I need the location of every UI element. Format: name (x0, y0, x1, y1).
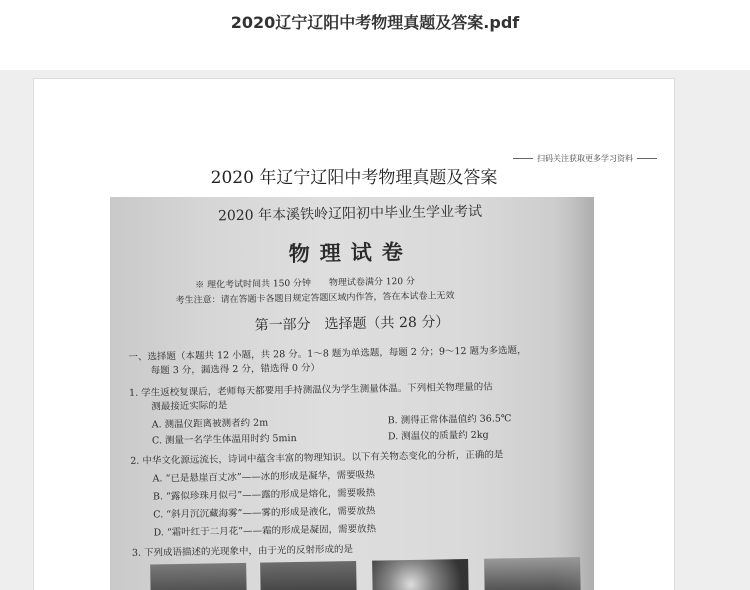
candidate-note: 考生注意：请在答题卡各题目规定答题区域内作答，答在本试卷上无效 (175, 291, 455, 307)
photo-option-d (484, 557, 581, 590)
watermark-rule-right (637, 158, 657, 159)
q1-option-b: B. 测得正常体温值约 36.5℃ (387, 413, 512, 427)
q1-option-d: D. 测温仪的质量约 2kg (387, 429, 489, 443)
question-1-cont: 测最接近实际的是 (151, 400, 228, 413)
question-3: 3. 下列成语描述的光现象中，由于光的反射形成的是 (131, 544, 354, 559)
scanned-exam-content (110, 197, 594, 590)
title-bar (0, 0, 750, 70)
pdf-page (33, 78, 675, 590)
section-intro-cont: 每题 3 分，漏选得 2 分，错选得 0 分） (150, 362, 321, 377)
watermark-rule-left (513, 158, 533, 159)
exam-title: 物理试卷 (288, 238, 413, 267)
q2-option-b: B. “露似珍珠月似弓”——露的形成是熔化，需要吸热 (152, 487, 376, 503)
exam-time-note: ※ 理化考试时间共 150 分钟 物理试卷满分 120 分 (195, 276, 415, 291)
q1-option-c: C. 测量一名学生体温用时约 5min (151, 432, 297, 447)
exam-heading: 2020 年本溪铁岭辽阳初中毕业生学业考试 (217, 203, 483, 225)
q2-option-a: A. “已是悬崖百丈冰”——冰的形成是凝华，需要吸热 (152, 469, 375, 485)
question-3-images (150, 557, 591, 590)
question-2: 2. 中华文化源远流长，诗词中蕴含丰富的物理知识。以下有关物态变化的分析，正确的是 (130, 449, 504, 467)
question-1: 1. 学生返校复课后，老师每天都要用手持测温仪为学生测量体温。下列相关物理量的估 (129, 381, 493, 399)
section-intro: 一、选择题（本题共 12 小题，共 28 分。1～8 题为单选题，每题 2 分；9～12 题为多选题， (128, 344, 527, 363)
photo-option-b (260, 561, 357, 590)
q1-option-a: A. 测温仪距离被测者约 2m (151, 417, 269, 431)
pdf-viewer[interactable] (0, 70, 750, 590)
q2-option-c: C. “斜月沉沉藏海雾”——雾的形成是液化，需要放热 (153, 505, 376, 521)
document-title: 2020辽宁辽阳中考物理真题及答案.pdf (230, 13, 520, 32)
photo-option-a (150, 563, 247, 590)
part-title: 第一部分 选择题（共 28 分） (254, 314, 450, 334)
page-heading: 2020 年辽宁辽阳中考物理真题及答案 (210, 168, 498, 188)
photo-option-c (372, 559, 469, 590)
scanned-exam-image (110, 197, 594, 590)
q2-option-d: D. “霜叶红于二月花”——霜的形成是凝固，需要放热 (153, 523, 377, 539)
watermark-text: 扫码关注获取更多学习资料 (537, 154, 633, 163)
